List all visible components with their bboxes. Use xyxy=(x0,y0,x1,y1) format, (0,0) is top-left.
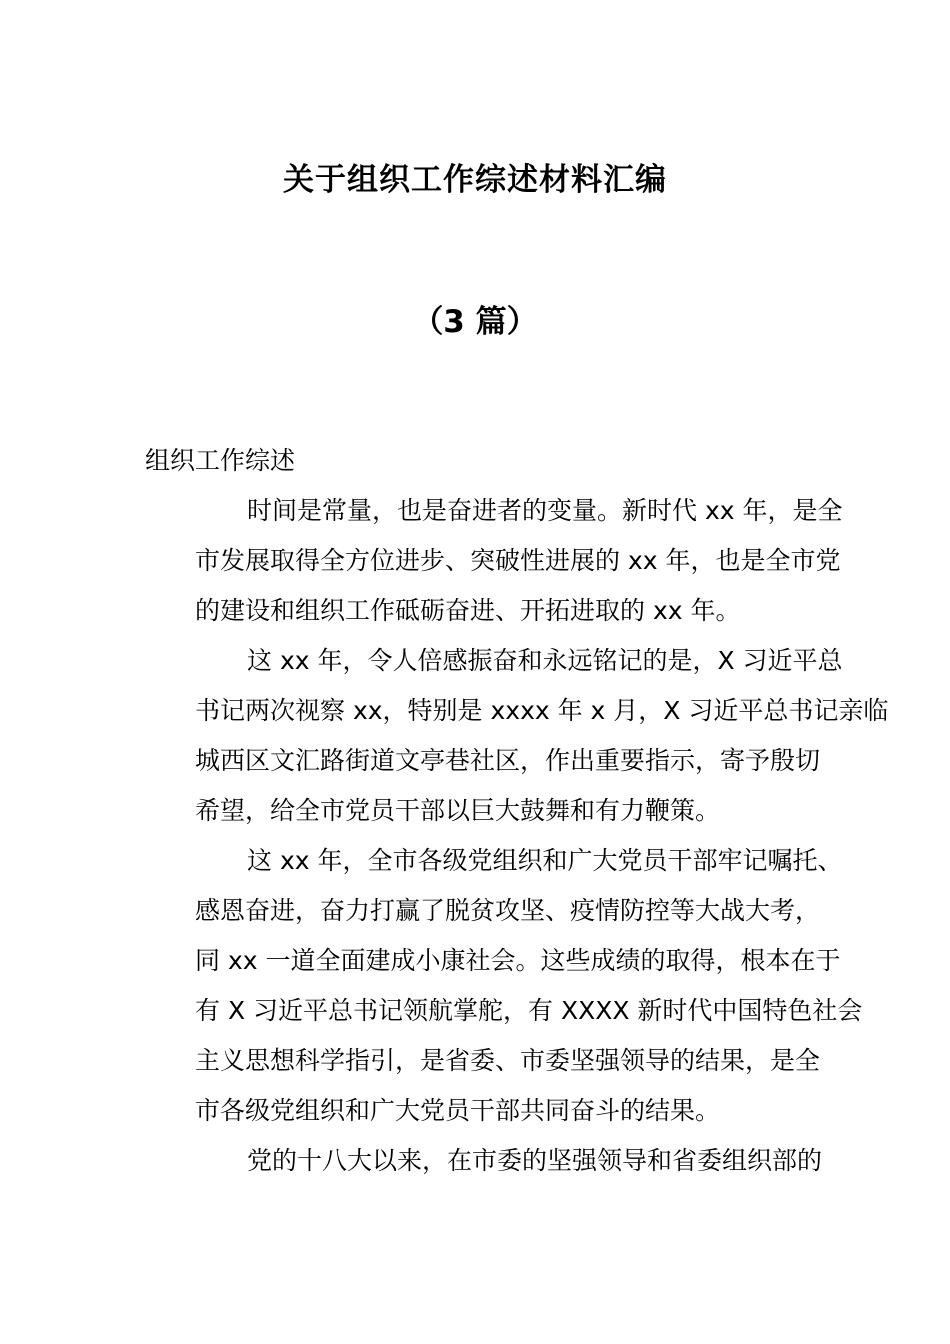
paragraph-line: 感恩奋进，奋力打赢了脱贫攻坚、疫情防控等大战大考， xyxy=(195,896,821,925)
document-subtitle: （3 篇） xyxy=(412,304,538,340)
paragraph-line: 时间是常量，也是奋进者的变量。新时代 xx 年，是全 xyxy=(247,496,843,525)
paragraph-2 xyxy=(145,636,889,836)
paragraph-line: 希望，给全市党员干部以巨大鼓舞和有力鞭策。 xyxy=(195,796,721,825)
paragraph-1 xyxy=(145,486,843,636)
section-heading: 组织工作综述 xyxy=(145,446,296,475)
paragraph-line: 党的十八大以来，在市委的坚强领导和省委组织部的 xyxy=(247,1146,823,1175)
paragraph-line: 有 X 习近平总书记领航掌舵，有 XXXX 新时代中国特色社会 xyxy=(195,996,863,1025)
paragraph-line: 城西区文汇路街道文亭巷社区，作出重要指示，寄予殷切 xyxy=(195,746,821,775)
paragraph-line: 市发展取得全方位进步、突破性进展的 xx 年，也是全市党 xyxy=(195,546,841,575)
paragraph-3 xyxy=(145,836,863,1136)
paragraph-line: 这 xx 年，令人倍感振奋和永远铭记的是，X 习近平总 xyxy=(247,646,843,675)
paragraph-line: 同 xx 一道全面建成小康社会。这些成绩的取得，根本在于 xyxy=(195,946,841,975)
document-body xyxy=(145,436,889,1186)
paragraph-line: 的建设和组织工作砥砺奋进、开拓进取的 xx 年。 xyxy=(195,596,741,625)
document-title: 关于组织工作综述材料汇编 xyxy=(283,162,667,198)
paragraph-line: 这 xx 年，全市各级党组织和广大党员干部牢记嘱托、 xyxy=(247,846,843,875)
paragraph-line: 书记两次视察 xx，特别是 xxxx 年 x 月，X 习近平总书记亲临 xyxy=(195,696,889,725)
paragraph-line: 市各级党组织和广大党员干部共同奋斗的结果。 xyxy=(195,1096,721,1125)
paragraph-4 xyxy=(145,1136,823,1186)
paragraph-line: 主义思想科学指引，是省委、市委坚强领导的结果，是全 xyxy=(195,1046,821,1075)
